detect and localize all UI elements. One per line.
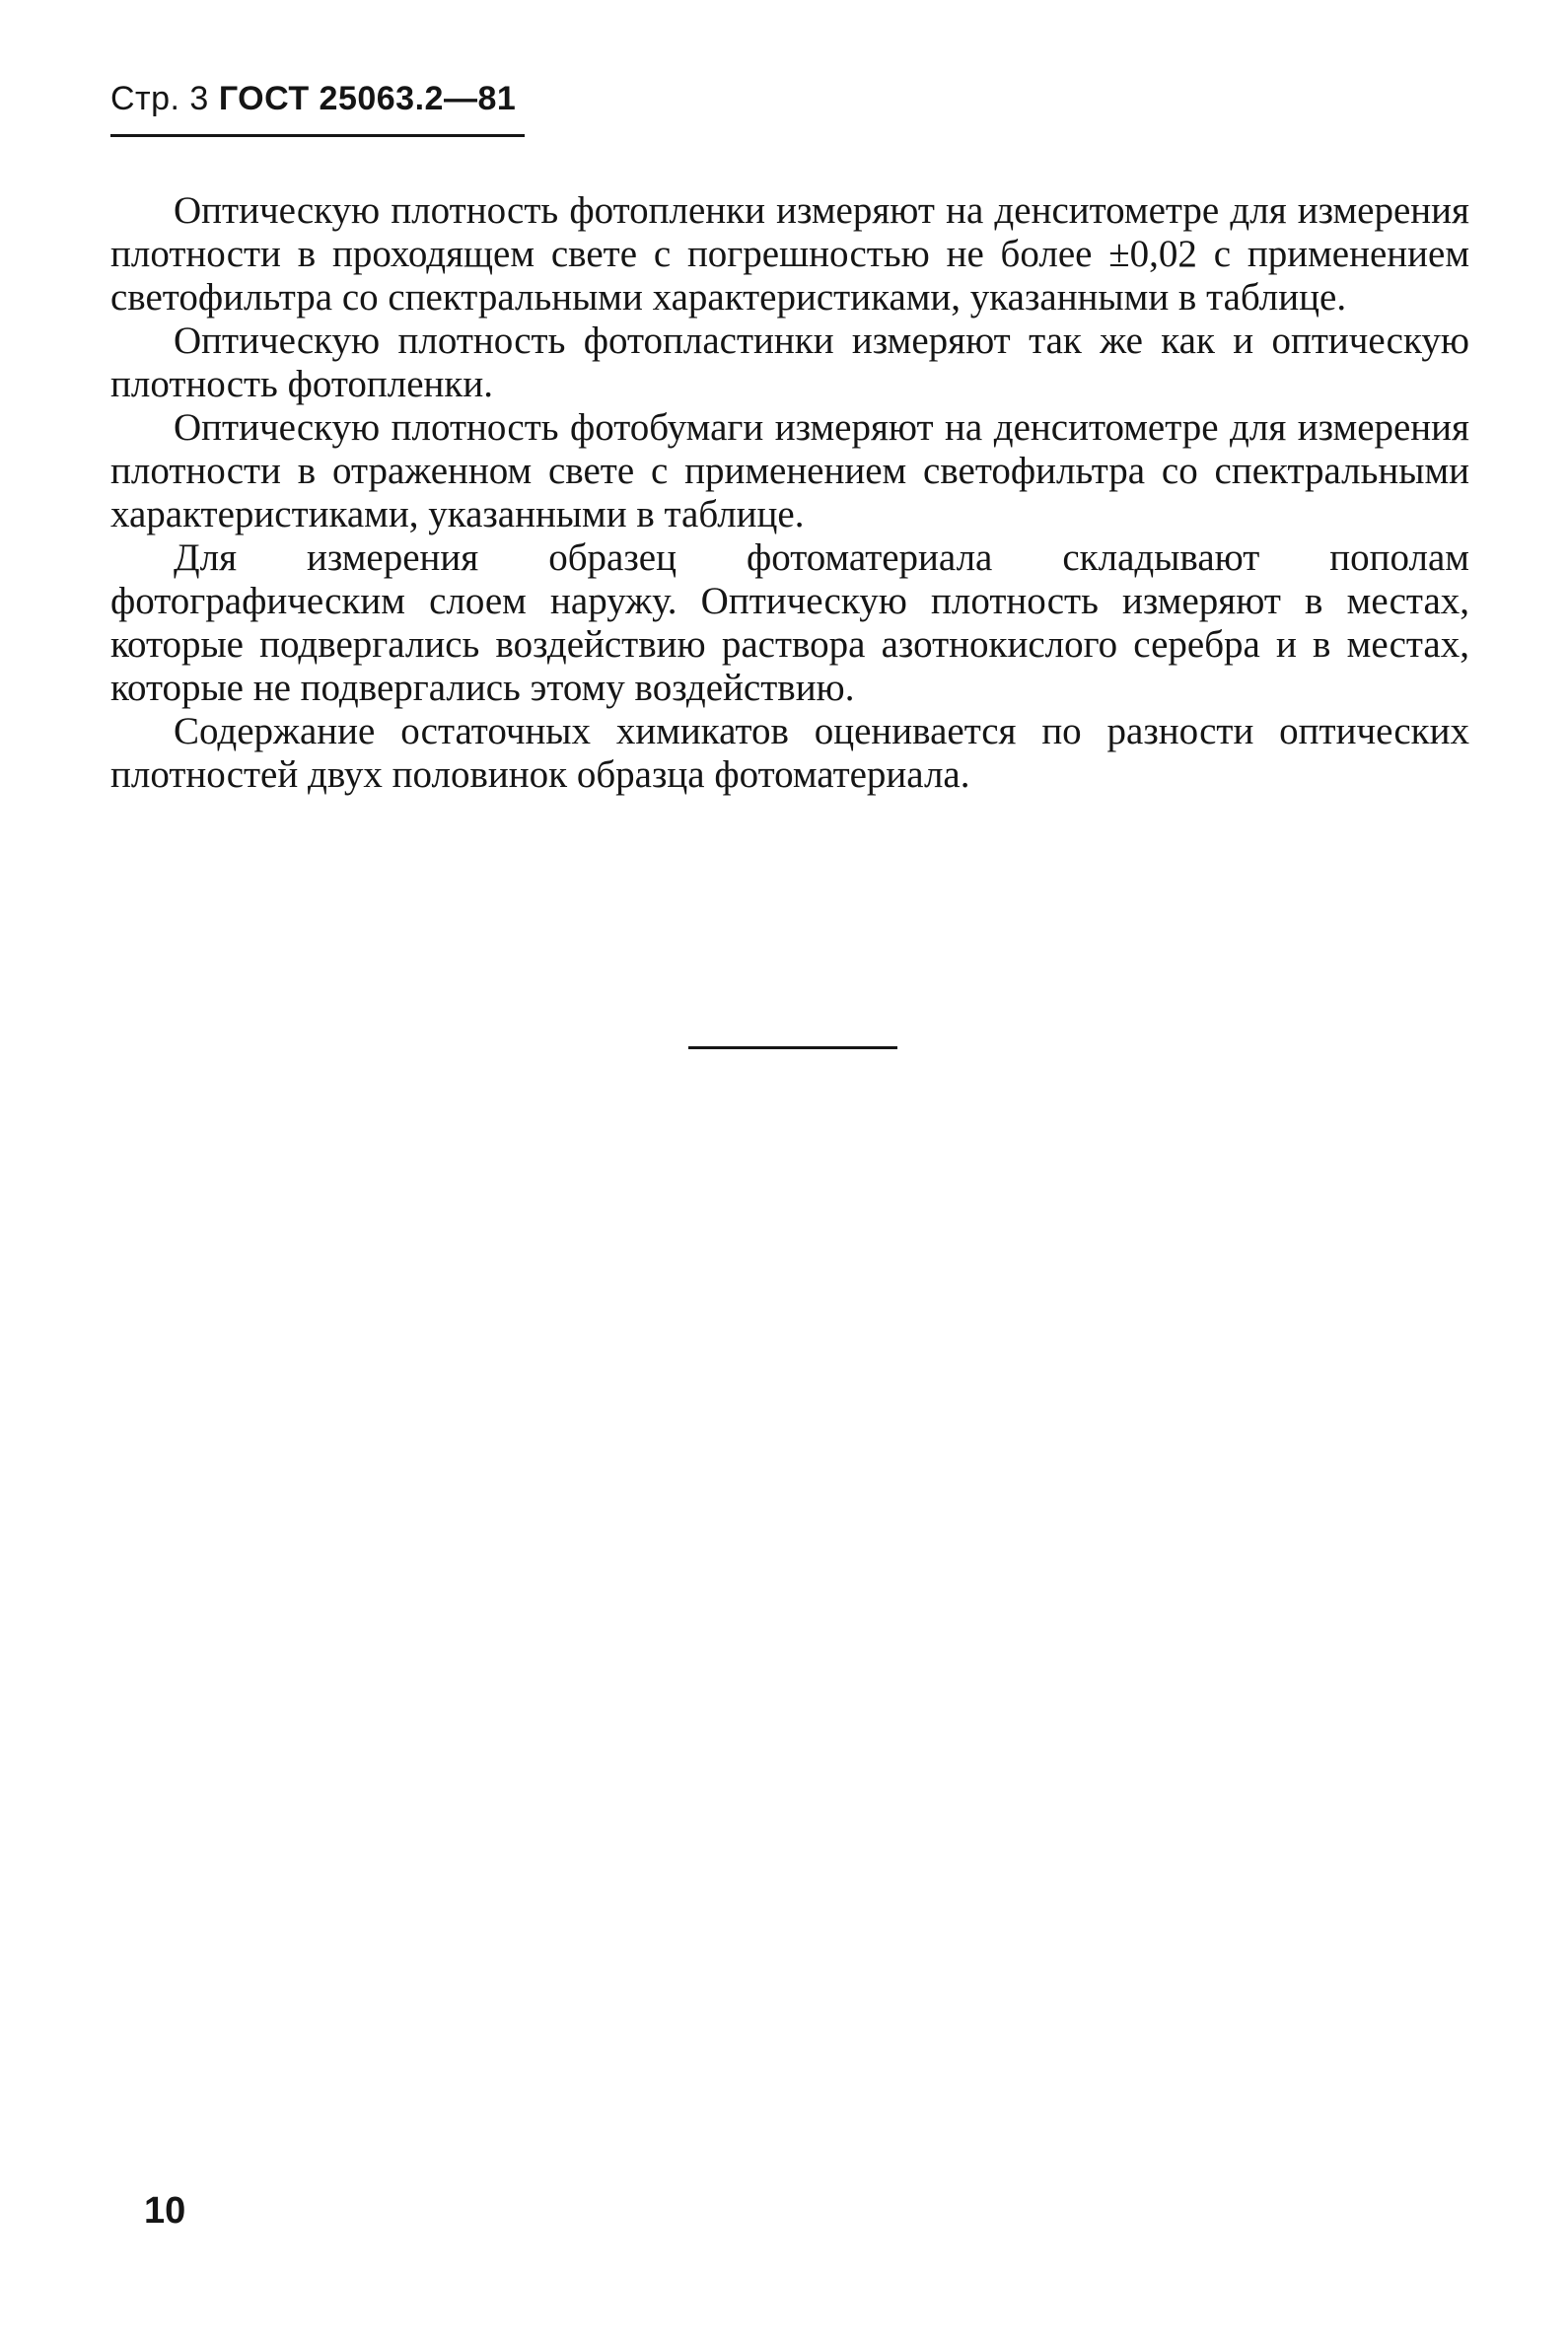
page-number: 10 (144, 2190, 186, 2232)
paragraph-sample-measurement: Для измерения образец фотоматериала складывают пополам фотографическим слоем наружу. Оптическую плотность измеряют в местах, которые подвергались воздействию раствора азотнокислого серебра и в местах, которые не подвергались этому воздействию. (110, 536, 1469, 709)
document-code: ГОСТ 25063.2—81 (218, 80, 517, 117)
page-header (110, 77, 525, 120)
paragraph-film-density: Оптическую плотность фотопленки измеряют на денситометре для измерения плотности в проходящем свете с погрешностью не более ±0,02 с применением светофильтра со спектральными характеристиками, указанными в таблице. (110, 189, 1469, 319)
end-of-text-rule (688, 1046, 897, 1049)
paragraph-residual-chemicals: Содержание остаточных химикатов оценивается по разности оптических плотностей двух половинок образца фотоматериала. (110, 710, 1469, 796)
page-label: Стр. 3 (110, 80, 209, 117)
paragraph-paper-density: Оптическую плотность фотобумаги измеряют на денситометре для измерения плотности в отраженном свете с применением светофильтра со спектральными характеристиками, указанными в таблице. (110, 406, 1469, 535)
header-rule (110, 134, 525, 137)
paragraph-plate-density: Оптическую плотность фотопластинки измеряют так же как и оптическую плотность фотопленки. (110, 320, 1469, 405)
main-text (110, 189, 1469, 797)
